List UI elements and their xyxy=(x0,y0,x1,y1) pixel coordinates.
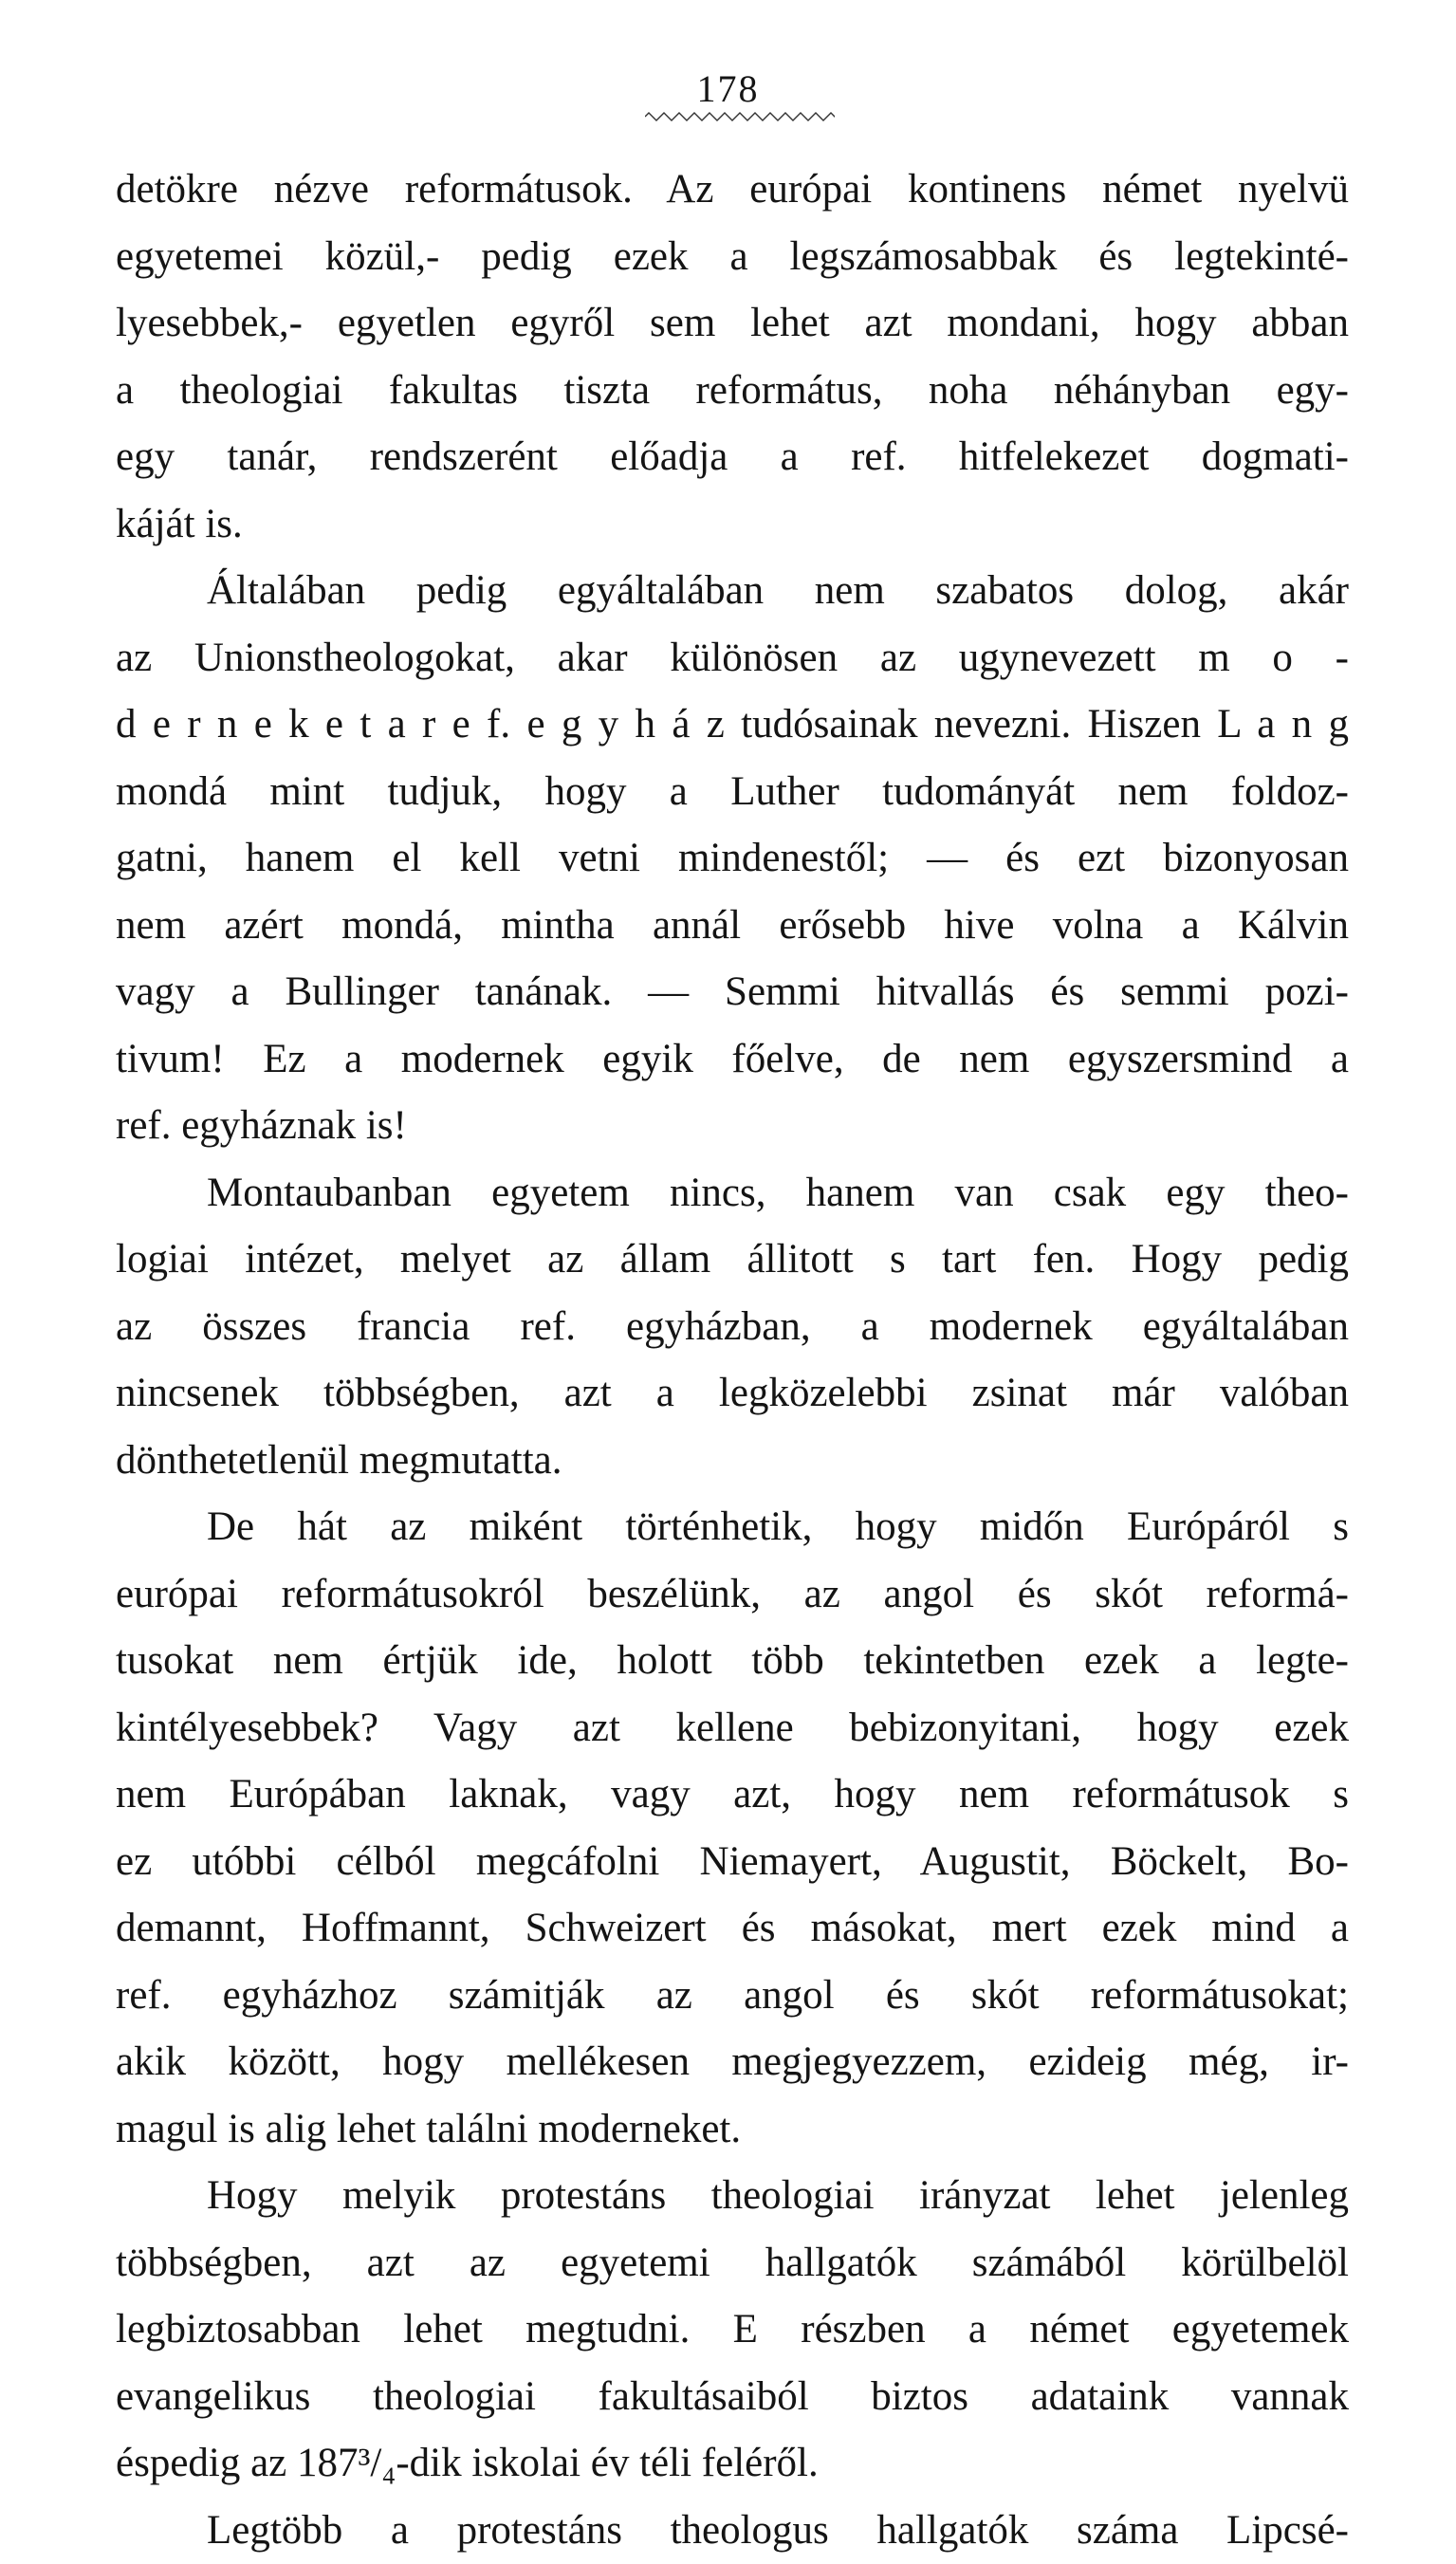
text-line: az Unionstheologokat, akar különösen az ugynevezett m o - xyxy=(116,625,1349,692)
text-line: ez utóbbi célból megcáfolni Niemayert, Augustit, Böckelt, Bo- xyxy=(116,1829,1349,1896)
text-line: európai reformátusokról beszélünk, az angol és skót reformá- xyxy=(116,1561,1349,1629)
text-line: kintélyesebbek? Vagy azt kellene bebizonyitani, hogy ezek xyxy=(116,1695,1349,1762)
text-line: éspedig az 187³/₄-dik iskolai év téli feléről. xyxy=(116,2430,1349,2498)
text-line: káját is. xyxy=(116,491,1349,559)
text-line: az összes francia ref. egyházban, a modernek egyáltalában xyxy=(116,1294,1349,1361)
text-line: evangelikus theologiai fakultásaiból biztos adataink vannak xyxy=(116,2364,1349,2431)
text-line: vagy a Bullinger tanának. — Semmi hitvallás és semmi pozi- xyxy=(116,959,1349,1026)
text-line: detökre nézve reformátusok. Az európai kontinens német nyelvü xyxy=(116,157,1349,224)
text-line: lyesebbek,- egyetlen egyről sem lehet azt mondani, hogy abban xyxy=(116,290,1349,358)
text-line: Általában pedig egyáltalában nem szabatos dolog, akár xyxy=(116,558,1349,625)
text-line: akik között, hogy mellékesen megjegyezzem, ezideig még, ir- xyxy=(116,2029,1349,2096)
text-line: ref. egyháznak is! xyxy=(116,1093,1349,1160)
text-line: tivum! Ez a modernek egyik főelve, de nem egyszersmind a xyxy=(116,1026,1349,1094)
text-line: többségben, azt az egyetemi hallgatók számából körülbelöl xyxy=(116,2230,1349,2297)
text-line: nincsenek többségben, azt a legközelebbi zsinat már valóban xyxy=(116,1360,1349,1428)
text-line: Hogy melyik protestáns theologiai irányzat lehet jelenleg xyxy=(116,2163,1349,2230)
text-line: logiai intézet, melyet az állam állitott s tart fen. Hogy pedig xyxy=(116,1227,1349,1294)
text-line: d e r n e k e t a r e f. e g y h á z tudósainak nevezni. Hiszen L a n g xyxy=(116,692,1349,759)
text-line: ref. egyházhoz számitják az angol és skót reformátusokat; xyxy=(116,1963,1349,2030)
text-line: Montaubanban egyetem nincs, hanem van csak egy theo- xyxy=(116,1160,1349,1227)
text-line: mondá mint tudjuk, hogy a Luther tudományát nem foldoz- xyxy=(116,759,1349,826)
text-line: magul is alig lehet találni moderneket. xyxy=(116,2096,1349,2164)
text-line: egyetemei közül,- pedig ezek a legszámosabbak és legtekinté- xyxy=(116,224,1349,291)
text-line: Legtöbb a protestáns theologus hallgatók száma Lipcsé- xyxy=(116,2498,1349,2564)
text-line: nem Európában laknak, vagy azt, hogy nem reformátusok s xyxy=(116,1762,1349,1829)
page-number-ornament xyxy=(645,112,835,121)
text-line: De hát az miként történhetik, hogy midőn Európáról s xyxy=(116,1494,1349,1561)
text-line: tusokat nem értjük ide, holott több tekintetben ezek a legte- xyxy=(116,1628,1349,1695)
text-line: a theologiai fakultas tiszta református, noha néhányban egy- xyxy=(116,358,1349,425)
text-line: gatni, hanem el kell vetni mindenestől; — és ezt bizonyosan xyxy=(116,825,1349,893)
text-line: dönthetetlenül megmutatta. xyxy=(116,1428,1349,1495)
body-text xyxy=(116,157,1349,2564)
text-line: legbiztosabban lehet megtudni. E részben a német egyetemek xyxy=(116,2297,1349,2364)
page-number: 178 xyxy=(0,66,1456,111)
text-line: demannt, Hoffmannt, Schweizert és másokat, mert ezek mind a xyxy=(116,1895,1349,1963)
text-line: nem azért mondá, mintha annál erősebb hive volna a Kálvin xyxy=(116,893,1349,960)
text-line: egy tanár, rendszerént előadja a ref. hitfelekezet dogmati- xyxy=(116,424,1349,491)
